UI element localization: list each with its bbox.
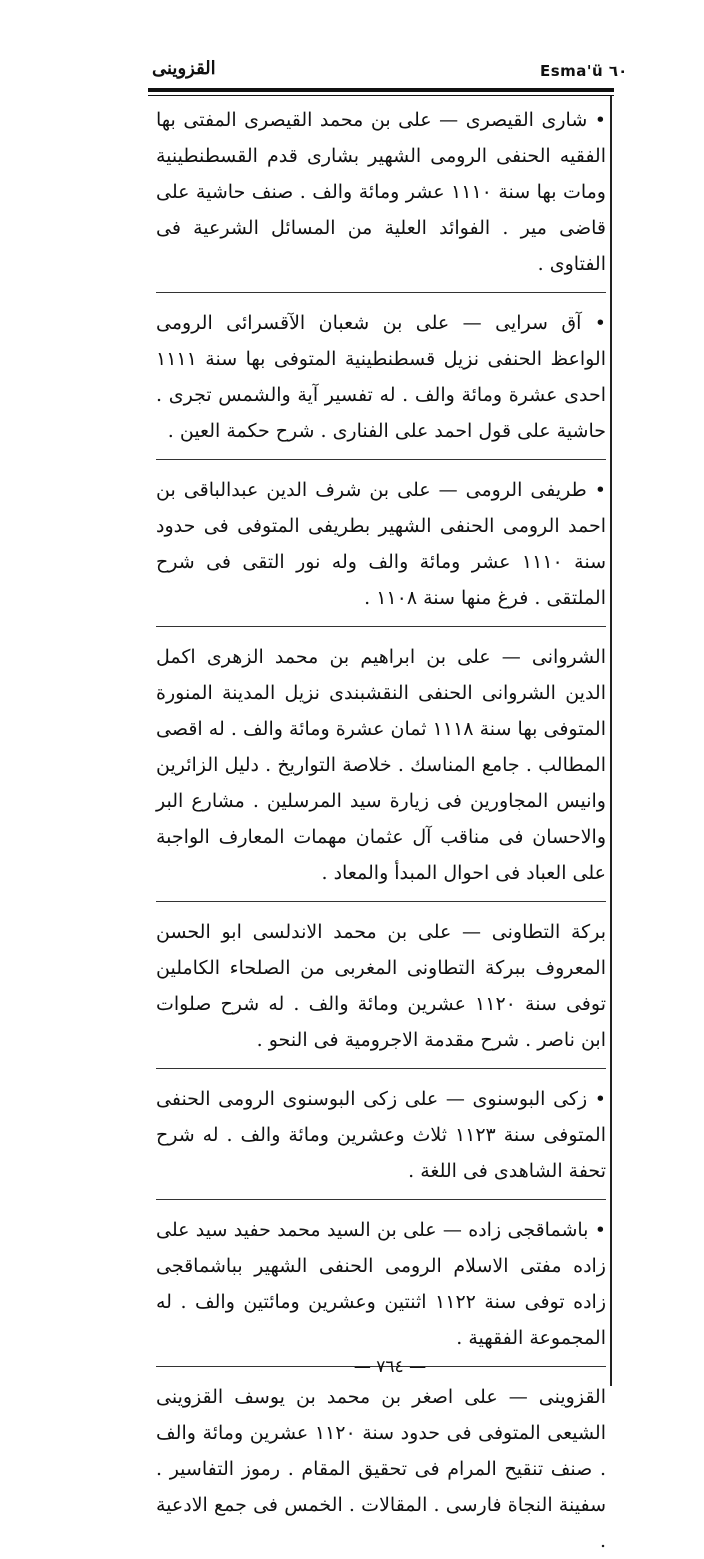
entry-divider — [156, 459, 606, 460]
header-rule-thin — [148, 95, 614, 96]
entry-divider — [156, 626, 606, 627]
entry-baraka-al-tatawani: بركة التطاونى — على بن محمد الاندلسى ابو الحسن المعروف ببركة التطاونى المغربى من الصلحاء الكاملين توفى سنة ١١٢٠ عشرين ومائة والف . له شرح صلوات ابن ناصر . شرح مقدمة الاجرومية فى النحو . — [156, 921, 606, 1051]
entry-shari-al-qaysari: • شارى القيصرى — على بن محمد القيصرى المفتى بها الفقيه الحنفى الرومى الشهير بشارى قدم القسطنطينية ومات بها سنة ١١١٠ عشر ومائة والف . صنف حاشية على قاضى مير . الفوائد العلية من المسائل الشرعية فى الفتاوى . — [156, 109, 606, 275]
entry-divider — [156, 1199, 606, 1200]
entry-al-qazwini: القزوينى — على اصغر بن محمد بن يوسف القزوينى الشيعى المتوفى فى حدود سنة ١١٢٠ عشرين ومائة والف . صنف تنقيح المرام فى تحقيق المقام . رموز التفاسير . سفينة النجاة فارسى . المقالات . الخمس فى جمع الادعية . — [156, 1386, 606, 1552]
page-number: — ٧٦٤ — — [353, 1357, 427, 1377]
entry-bashmaqchi-zade: • باشماقجى زاده — على بن السيد محمد حفيد سيد على زاده مفتى الاسلام الرومى الحنفى الشهير بباشماقجى زاده توفى سنة ١١٢٢ اثنتين وعشرين ومائتين والف . له المجموعة الفقهية . — [156, 1219, 606, 1349]
entries-column — [156, 102, 606, 1559]
entry-al-shirwani: الشروانى — على بن ابراهيم بن محمد الزهرى اكمل الدين الشروانى الحنفى النقشبندى نزيل المدينة المنورة المتوفى بها سنة ١١١٨ ثمان عشرة ومائة والف . له اقصى المطالب . جامع المناسك . خلاصة التواريخ . دليل الزائرين وانيس المجاورين فى زيارة سيد المرسلين . مشارع البر والاحسان فى مناقب آل عثمان مهمات المعارف الواجبة على العباد فى احوال المبدأ والمعاد . — [156, 646, 606, 884]
entry-divider — [156, 292, 606, 293]
entry-divider — [156, 1068, 606, 1069]
entry-divider — [156, 901, 606, 902]
entry-zaki-al-busnawi: • زكى البوسنوى — على زكى البوسنوى الرومى الحنفى المتوفى سنة ١١٢٣ ثلاث وعشرين ومائة والف . له شرح تحفة الشاهدى فى اللغة . — [156, 1088, 606, 1182]
entry-tarifi-al-rumi: • طريفى الرومى — على بن شرف الدين عبدالباقى بن احمد الرومى الحنفى الشهير بطريفى المتوفى فى حدود سنة ١١١٠ عشر ومائة والف وله نور التقى فى شرح الملتقى . فرغ منها سنة ١١٠٨ . — [156, 479, 606, 609]
running-head-right: القزوينى — [152, 58, 216, 79]
entry-aq-sarayi: • آق سرايى — على بن شعبان الآقسرائى الرومى الواعظ الحنفى نزيل قسطنطينية المتوفى بها سنة ١١١١ احدى عشرة ومائة والف . له تفسير آية والشمس تجرى . حاشية على قول احمد على الفنارى . شرح حكمة العين . — [156, 312, 606, 442]
margin-rule — [610, 96, 612, 1386]
running-head-left: Esma'ü ٦٠ — [540, 62, 628, 80]
header-rule-thick — [148, 88, 614, 92]
